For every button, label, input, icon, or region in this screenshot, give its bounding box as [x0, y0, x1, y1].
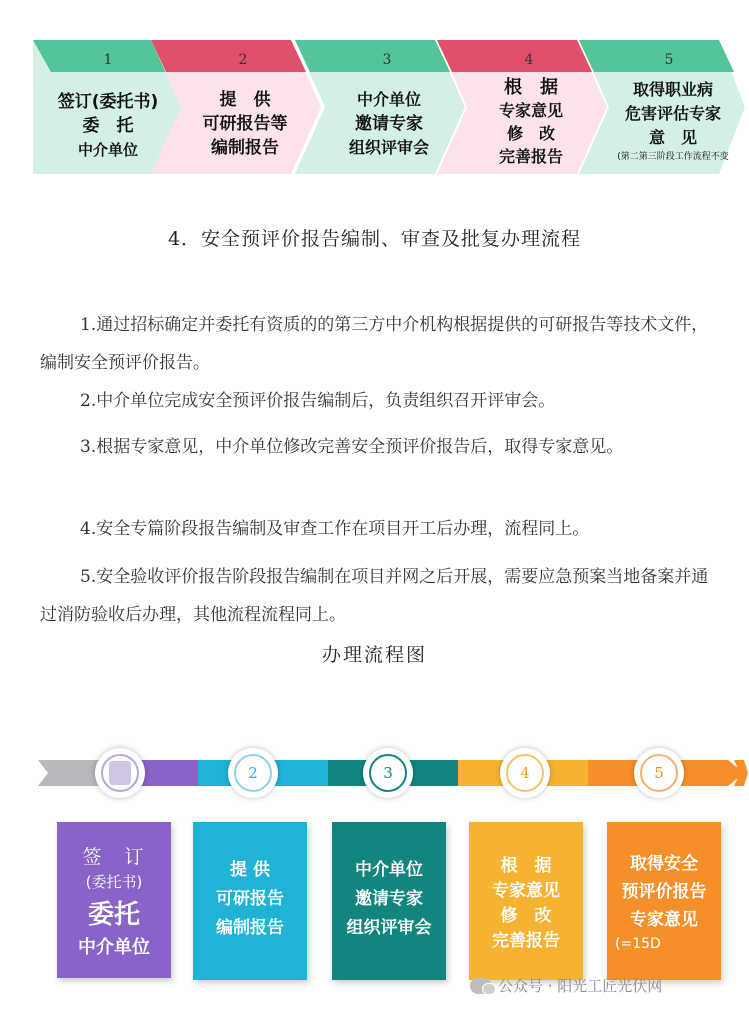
step-box-line: 可研报告 — [216, 889, 284, 909]
top-step-line: 根 据 — [504, 77, 558, 98]
top-step-line: 中介单位 — [356, 90, 421, 109]
top-step-line: 意 见 — [648, 128, 697, 147]
top-step-line: 委 托 — [82, 116, 134, 136]
step-box-line: (=15D — [615, 936, 661, 952]
top-step-line: 编制报告 — [211, 138, 279, 158]
step-box-line: 编制报告 — [216, 918, 284, 938]
paragraph-5: 5.安全验收评价报告阶段报告编制在项目并网之后开展，需要应急预案当地备案并通过消防验收后办理，其他流程流程同上。 — [40, 567, 709, 625]
step-box-line: 完善报告 — [492, 931, 560, 951]
watermark — [470, 975, 662, 996]
top-step-line: 组织评审会 — [348, 138, 429, 157]
top-step-line: 专家意见 — [498, 101, 563, 120]
paragraph-2: 2.中介单位完成安全预评价报告编制后，负责组织召开评审会。 — [80, 391, 556, 411]
step-box-line: 委托 — [87, 900, 140, 930]
step-box-line: 专家意见 — [492, 881, 560, 901]
top-step-line: 邀请专家 — [355, 114, 423, 134]
top-step-line: 危害评估专家 — [624, 104, 721, 123]
step-circle-number: 2 — [234, 754, 272, 792]
top-step-line: 完善报告 — [498, 147, 563, 166]
step-box-line: 中介单位 — [355, 860, 423, 880]
top-step-line: 取得职业病 — [632, 80, 713, 99]
wechat-icon — [470, 978, 492, 994]
top-step-text — [579, 78, 745, 164]
top-step-number: 3 — [382, 52, 392, 68]
step-box-line: 提 供 — [230, 860, 270, 880]
step-box-line: 组织评审会 — [346, 918, 432, 938]
step-box-3 — [332, 822, 446, 980]
step-box-4 — [469, 822, 583, 980]
step-circle-number: 5 — [640, 754, 678, 792]
step-circle-5 — [634, 748, 684, 798]
top-step-line: 签订(委托书) — [57, 92, 159, 112]
top-process-flow — [33, 40, 745, 174]
step-circle-4 — [500, 748, 550, 798]
step-box-line: 预评价报告 — [621, 882, 707, 902]
step-box-line: 签 订 — [82, 846, 146, 868]
watermark-text: 公众号 · 阳光工匠光伏网 — [498, 977, 663, 995]
step-circle-2 — [228, 748, 278, 798]
document-icon — [109, 761, 131, 785]
paragraph-1: 1.通过招标确定并委托有资质的的第三方中介机构根据提供的可研报告等技术文件，编制安全预评价报告。 — [40, 315, 709, 373]
step-box-line: (委托书) — [85, 873, 143, 891]
top-step-line: 提 供 — [219, 90, 271, 110]
step-box-line: 中介单位 — [78, 937, 150, 958]
top-step-number: 2 — [238, 52, 248, 68]
step-box-5 — [607, 822, 721, 980]
paragraph-4: 4.安全专篇阶段报告编制及审查工作在项目开工后办理，流程同上。 — [80, 519, 590, 539]
paragraph-3: 3.根据专家意见，中介单位修改完善安全预评价报告后，取得专家意见。 — [80, 437, 624, 457]
step-box-line: 专家意见 — [630, 910, 698, 930]
step-circle-3 — [363, 748, 413, 798]
section-heading: 4．安全预评价报告编制、审查及批复办理流程 — [167, 228, 582, 250]
top-step-note: (第二第三阶段工作流程不变 — [617, 152, 729, 162]
top-step-line: 修 改 — [506, 124, 555, 143]
top-step-number: 5 — [664, 52, 674, 68]
top-step-line: 可研报告等 — [202, 114, 288, 134]
step-box-1 — [57, 822, 171, 978]
step-circle-number: 4 — [506, 754, 544, 792]
flow-chart-title: 办理流程图 — [321, 644, 427, 666]
step-box-line: 修 改 — [500, 906, 552, 926]
top-step-5 — [579, 40, 745, 174]
ring — [101, 754, 139, 792]
top-step-line: 中介单位 — [77, 141, 138, 159]
step-box-2 — [193, 822, 307, 980]
top-step-number: 4 — [524, 52, 534, 68]
step-circle-1 — [95, 748, 145, 798]
step-box-line: 取得安全 — [630, 854, 698, 874]
step-box-line: 邀请专家 — [355, 889, 423, 909]
step-circle-number: 3 — [369, 754, 407, 792]
top-step-number: 1 — [103, 52, 113, 68]
step-box-line: 根 据 — [500, 856, 552, 876]
